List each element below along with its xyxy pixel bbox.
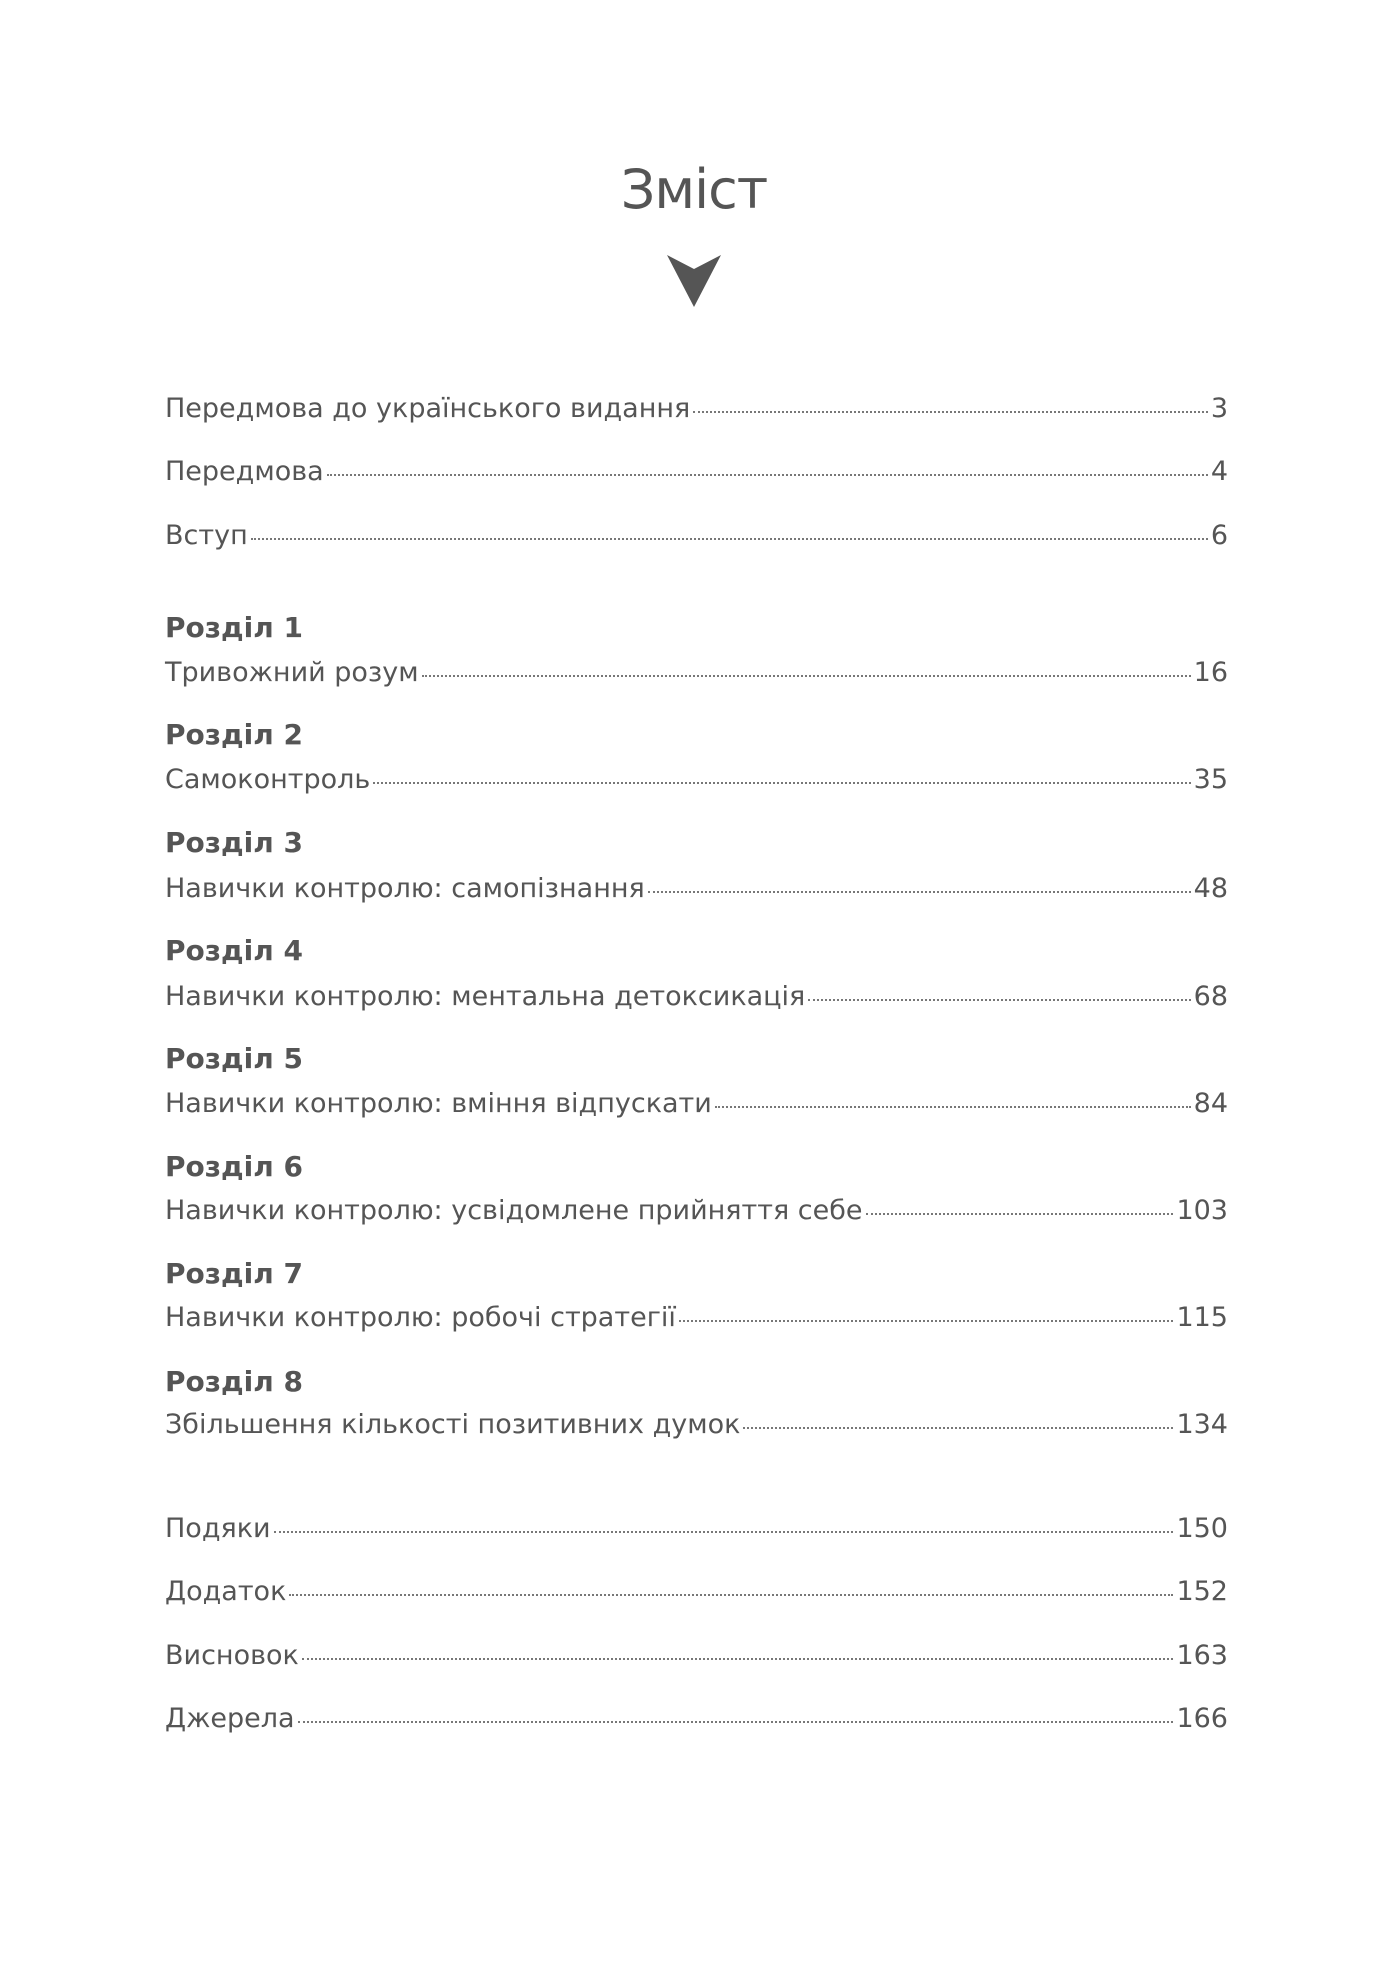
- toc-page-number: 68: [1193, 981, 1228, 1012]
- toc-entry-title: Додаток: [165, 1576, 287, 1607]
- chapter-heading: Розділ 1: [165, 611, 303, 644]
- toc-entry[interactable]: [165, 1408, 1228, 1442]
- toc-page-number: 84: [1193, 1088, 1228, 1119]
- dot-leader: [274, 1531, 1174, 1533]
- toc-page-number: 115: [1176, 1302, 1228, 1333]
- toc-page-number: 163: [1176, 1640, 1228, 1671]
- toc-page-number: 134: [1176, 1409, 1228, 1440]
- dot-leader: [373, 782, 1190, 784]
- toc-entry-title: Передмова до українського видання: [165, 393, 691, 424]
- toc-entry-title: Тривожний розум: [165, 657, 419, 688]
- dot-leader: [866, 1213, 1174, 1215]
- dot-leader: [327, 474, 1208, 476]
- toc-entry-title: Навички контролю: усвідомлене прийняття себе: [165, 1195, 863, 1226]
- toc-entry[interactable]: [165, 519, 1228, 553]
- toc-entry-title: Передмова: [165, 456, 324, 487]
- chapter-heading: Розділ 4: [165, 934, 303, 967]
- toc-entry[interactable]: [165, 872, 1228, 906]
- dot-leader: [648, 891, 1191, 893]
- toc-page-number: 166: [1176, 1703, 1228, 1734]
- toc-entry-title: Вступ: [165, 520, 248, 551]
- toc-entry-title: Збільшення кількості позитивних думок: [165, 1409, 741, 1440]
- chapter-heading: Розділ 3: [165, 826, 303, 859]
- toc-entry-title: Навички контролю: ментальна детоксикація: [165, 981, 806, 1012]
- toc-page-number: 150: [1176, 1513, 1228, 1544]
- page-title: Зміст: [620, 158, 768, 221]
- toc-page-number: 152: [1176, 1576, 1228, 1607]
- chapter-heading: Розділ 6: [165, 1150, 303, 1183]
- toc-entry[interactable]: [165, 1575, 1228, 1609]
- chapter-heading: Розділ 5: [165, 1042, 303, 1075]
- toc-entry[interactable]: [165, 1301, 1228, 1335]
- toc-page-number: 3: [1210, 393, 1228, 424]
- toc-page-number: 16: [1193, 657, 1228, 688]
- toc-entry-title: Самоконтроль: [165, 764, 371, 795]
- toc-page-number: 4: [1210, 456, 1228, 487]
- toc-page-number: 35: [1193, 764, 1228, 795]
- toc-entry[interactable]: [165, 763, 1228, 797]
- chapter-heading: Розділ 7: [165, 1257, 303, 1290]
- down-arrow-icon: [667, 255, 721, 307]
- toc-entry[interactable]: [165, 1639, 1228, 1673]
- dot-leader: [715, 1106, 1191, 1108]
- dot-leader: [679, 1320, 1174, 1322]
- toc-entry[interactable]: [165, 1512, 1228, 1546]
- toc-entry-title: Джерела: [165, 1703, 295, 1734]
- toc-entry[interactable]: [165, 980, 1228, 1014]
- toc-page-number: 48: [1193, 873, 1228, 904]
- toc-entry[interactable]: [165, 1702, 1228, 1736]
- toc-entry-title: Навички контролю: самопізнання: [165, 873, 645, 904]
- toc-page-number: 103: [1176, 1195, 1228, 1226]
- chapter-heading: Розділ 8: [165, 1365, 303, 1398]
- toc-entry[interactable]: [165, 1087, 1228, 1121]
- dot-leader: [808, 999, 1190, 1001]
- toc-page-number: 6: [1210, 520, 1228, 551]
- toc-entry-title: Подяки: [165, 1513, 271, 1544]
- toc-entry-title: Навички контролю: робочі стратегії: [165, 1302, 676, 1333]
- dot-leader: [251, 538, 1208, 540]
- dot-leader: [743, 1427, 1173, 1429]
- toc-entry[interactable]: [165, 656, 1228, 690]
- chapter-heading: Розділ 2: [165, 718, 303, 751]
- toc-entry-title: Висновок: [165, 1640, 299, 1671]
- toc-entry[interactable]: [165, 1194, 1228, 1228]
- toc-entry[interactable]: [165, 455, 1228, 489]
- toc-entry[interactable]: [165, 392, 1228, 426]
- dot-leader: [693, 411, 1208, 413]
- dot-leader: [298, 1721, 1174, 1723]
- dot-leader: [289, 1594, 1173, 1596]
- dot-leader: [422, 675, 1191, 677]
- dot-leader: [302, 1658, 1174, 1660]
- toc-entry-title: Навички контролю: вміння відпускати: [165, 1088, 712, 1119]
